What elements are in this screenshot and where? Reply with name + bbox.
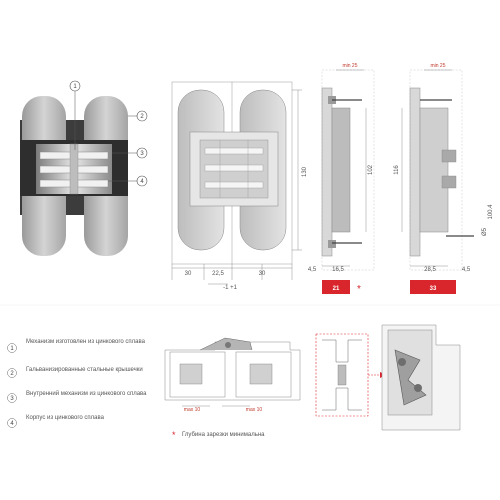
callout-4: 4 xyxy=(140,179,144,185)
legend-num-3: 3 xyxy=(10,396,14,402)
front-middle-dim: 22,5 xyxy=(212,271,224,277)
callout-3: 3 xyxy=(140,151,144,157)
legend-text-2: Гальванизированные стальные крышечки xyxy=(26,367,143,373)
side-left-mark: * xyxy=(357,284,361,295)
front-left-dim: 30 xyxy=(184,271,192,277)
side-right-box-label: 33 xyxy=(429,286,437,292)
side-view-left xyxy=(322,70,374,294)
side-right-min: min 25 xyxy=(430,63,446,69)
hinge-illustration xyxy=(20,96,128,256)
installation-section xyxy=(165,338,300,400)
front-right-dim: 30 xyxy=(258,271,266,277)
front-view xyxy=(172,82,292,264)
legend-text-1: Механизм изготовлен из цинкового сплава xyxy=(26,339,145,345)
front-height-dim: 130 xyxy=(302,166,308,178)
legend-text-4: Корпус из цинкового сплава xyxy=(26,415,104,421)
side-view-right xyxy=(410,70,474,294)
side-left-height: 102 xyxy=(368,164,374,176)
detail-view xyxy=(316,334,386,416)
side-right-offset: 4,5 xyxy=(461,267,471,273)
legend xyxy=(8,339,148,428)
side-left-depth: 16,5 xyxy=(332,267,344,273)
front-adjust-dim: -1 +1 xyxy=(223,285,237,291)
max-right-dim: max 10 xyxy=(245,407,263,413)
max-left-dim: max 10 xyxy=(183,407,201,413)
side-right-screw-len: 100.4 xyxy=(488,204,494,220)
side-right-height: 116 xyxy=(394,165,400,175)
side-right-depth: 28,5 xyxy=(424,267,436,273)
side-left-box-label: 21 xyxy=(332,286,340,292)
legend-num-4: 4 xyxy=(10,421,14,427)
opened-hinge-detail xyxy=(382,325,460,430)
legend-text-3: Внутренний механизм из цинкового сплава xyxy=(26,391,147,397)
callout-2: 2 xyxy=(140,114,144,120)
side-right-screw: Ø5 xyxy=(482,227,488,237)
side-left-min: min 25 xyxy=(342,63,358,69)
note-mark: * xyxy=(172,430,176,440)
note-text: Глубина зарезки минимальна xyxy=(182,432,265,438)
legend-num-1: 1 xyxy=(10,346,14,352)
side-left-offset: 4,5 xyxy=(307,267,317,273)
legend-num-2: 2 xyxy=(10,371,14,377)
callout-1: 1 xyxy=(73,84,77,90)
